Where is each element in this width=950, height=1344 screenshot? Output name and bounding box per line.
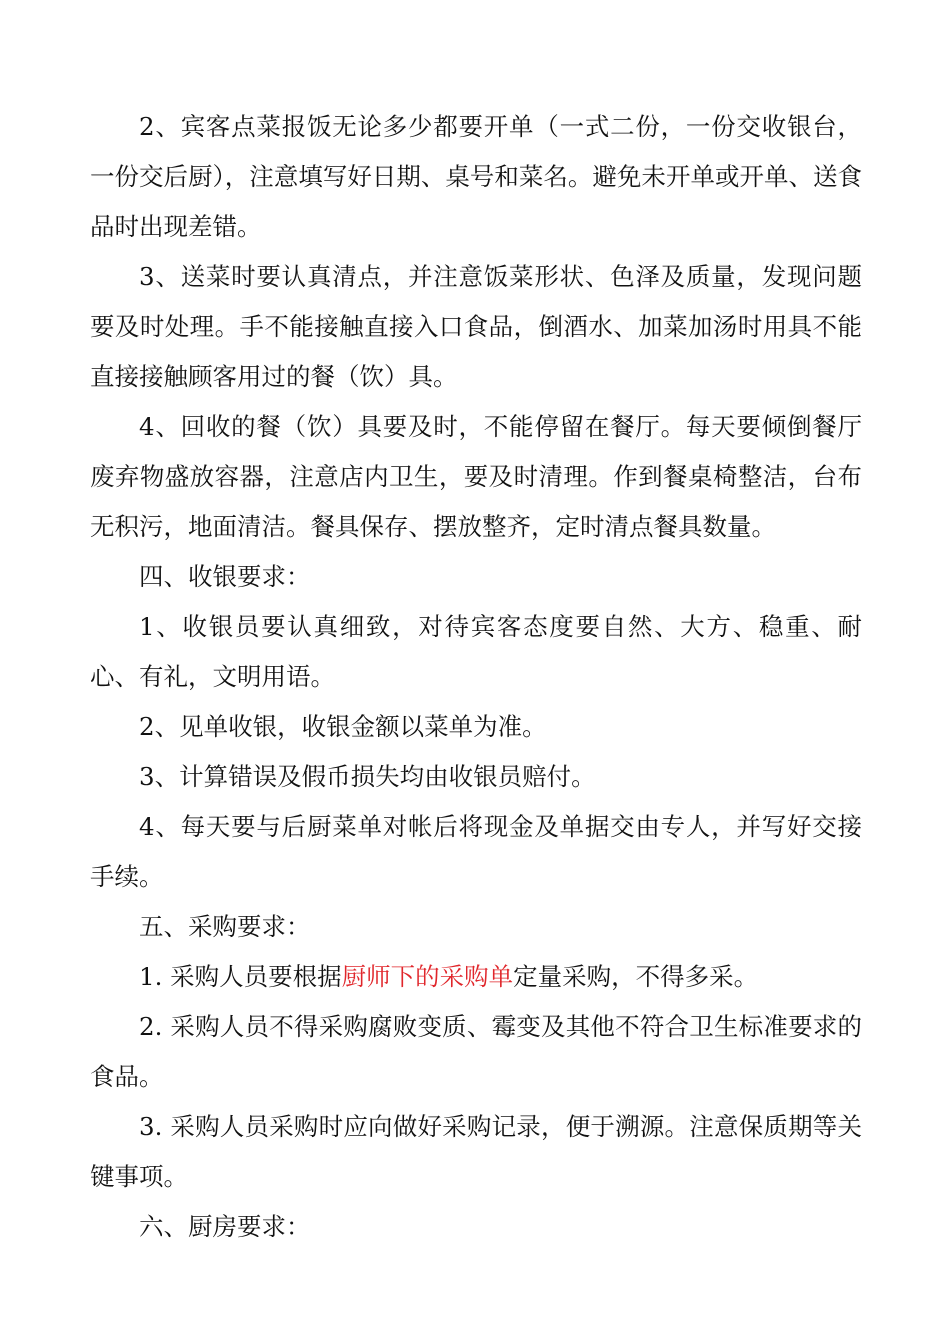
- paragraph-purchasing-quantity: [90, 952, 862, 1002]
- paragraph-cashier-errors: 3、计算错误及假币损失均由收银员赔付。: [139, 762, 596, 791]
- paragraph-cashier-handover: 4、每天要与后厨菜单对帐后将现金及单据交由专人，并写好交接手续。: [90, 812, 862, 891]
- paragraph-serving: 3、送菜时要认真清点，并注意饭菜形状、色泽及质量，发现问题要及时处理。手不能接触直接入口食品，倒酒水、加菜加汤时用具不能直接接触顾客用过的餐（饮）具。: [90, 262, 862, 391]
- paragraph-cashier-by-order: 2、见单收银，收银金额以菜单为准。: [139, 712, 547, 741]
- paragraph-purchasing-quality: 2. 采购人员不得采购腐败变质、霉变及其他不符合卫生标准要求的食品。: [90, 1012, 862, 1091]
- paragraph-cashier-attitude: 1、收银员要认真细致，对待宾客态度要自然、大方、稳重、耐心、有礼，文明用语。: [90, 612, 862, 691]
- heading-kitchen-requirements: 六、厨房要求：: [139, 1212, 311, 1241]
- paragraph-tableware-recovery: 4、回收的餐（饮）具要及时，不能停留在餐厅。每天要倾倒餐厅废弃物盛放容器，注意店内卫生，要及时清理。作到餐桌椅整洁，台布无积污，地面清洁。餐具保存、摆放整齐，定时清点餐具数量。: [90, 412, 862, 541]
- paragraph-order-taking: 2、宾客点菜报饭无论多少都要开单（一式二份，一份交收银台，一份交后厨），注意填写好日期、桌号和菜名。避免未开单或开单、送食品时出现差错。: [90, 112, 862, 241]
- paragraph-purchasing-quantity-after: 定量采购，不得多采。: [513, 962, 759, 991]
- heading-purchasing-requirements: 五、采购要求：: [139, 912, 311, 941]
- heading-cashier-requirements: 四、收银要求：: [139, 562, 311, 591]
- paragraph-purchasing-records: 3. 采购人员采购时应向做好采购记录，便于溯源。注意保质期等关键事项。: [90, 1112, 862, 1191]
- highlighted-text-chef-purchase-order: 厨师下的采购单: [341, 962, 514, 991]
- paragraph-purchasing-quantity-before: 1. 采购人员要根据: [139, 962, 342, 991]
- document-page: [90, 102, 862, 1252]
